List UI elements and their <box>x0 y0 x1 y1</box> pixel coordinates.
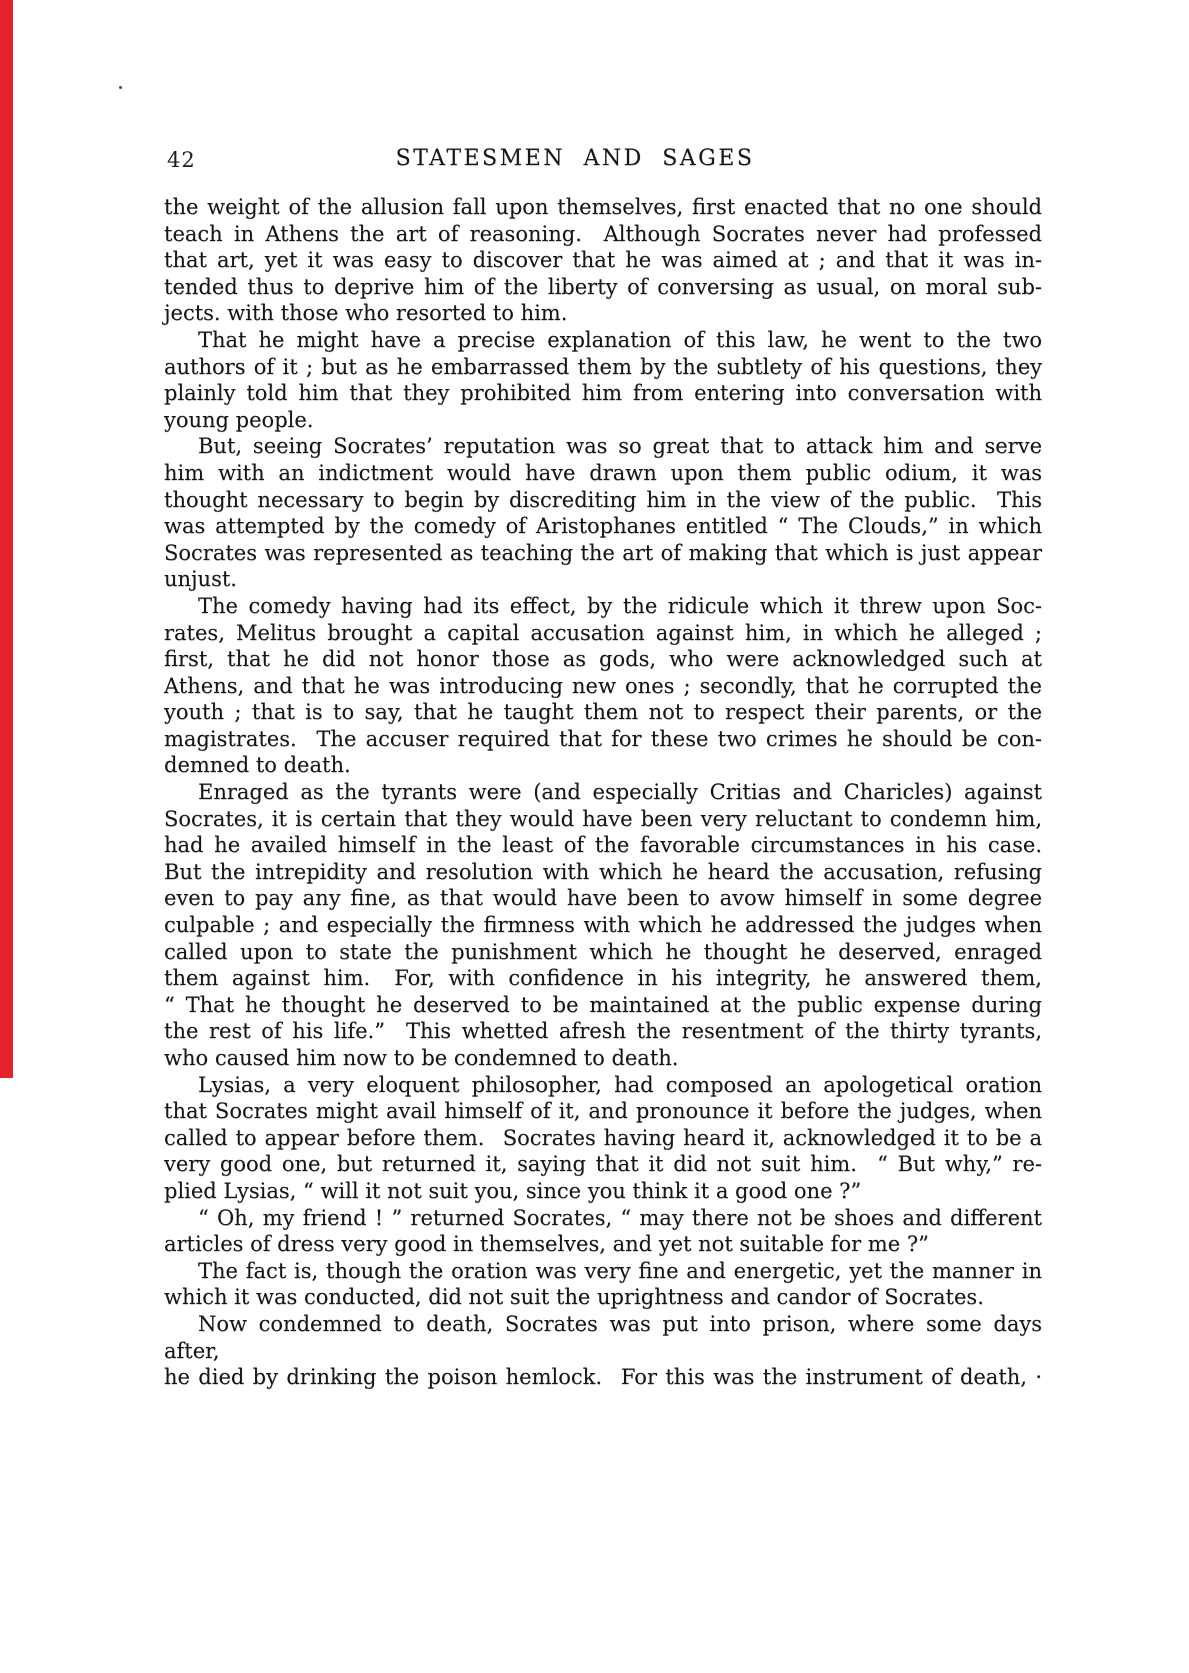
text-line: the rest of his life.” This whetted afresh the resentment of the thirty tyrants, <box>164 1019 1042 1044</box>
text-line: that Socrates might avail himself of it, and pronounce it before the judges, when <box>164 1099 1042 1124</box>
text-line: called to appear before them. Socrates having heard it, acknowledged it to be a <box>164 1125 1042 1150</box>
text-line: plainly told him that they prohibited him from entering into conversation with <box>164 381 1042 406</box>
text-line: The comedy having had its effect, by the ridicule which it threw upon Soc- <box>198 593 1042 618</box>
scan-speck <box>119 86 122 89</box>
text-line: rates, Melitus brought a capital accusation against him, in which he alleged ; <box>164 620 1042 645</box>
text-line: Lysias, a very eloquent philosopher, had composed an apologetical oration <box>198 1072 1042 1097</box>
scan-edge-red-stripe <box>0 0 13 1078</box>
text-line: jects. with those who resorted to him. <box>164 301 568 326</box>
text-line: unjust. <box>164 567 237 592</box>
text-line: even to pay any fine, as that would have been to avow himself in some degree <box>164 886 1042 911</box>
text-line: magistrates. The accuser required that for these two crimes he should be con- <box>164 726 1042 751</box>
text-line: Now condemned to death, Socrates was put into prison, where some days after, <box>164 1311 1042 1363</box>
text-line: articles of dress very good in themselves, and yet not suitable for me ?” <box>164 1232 929 1257</box>
text-line: was attempted by the comedy of Aristophanes entitled “ The Clouds,” in which <box>164 514 1042 539</box>
text-line: had he availed himself in the least of the favorable circumstances in his case. <box>164 833 1042 858</box>
text-line: first, that he did not honor those as gods, who were acknowledged such at <box>164 647 1042 672</box>
text-line: thought necessary to begin by discrediting him in the view of the public. This <box>164 487 1042 512</box>
body-text-block <box>164 194 1042 1391</box>
text-line: plied Lysias, “ will it not suit you, since you think it a good one ?” <box>164 1178 862 1203</box>
text-line: Socrates, it is certain that they would have been very reluctant to condemn him, <box>164 806 1042 831</box>
text-line: teach in Athens the art of reasoning. Although Socrates never had professed <box>164 221 1042 246</box>
text-line: young people. <box>164 407 314 432</box>
text-line: Socrates was represented as teaching the art of making that which is just appear <box>164 540 1042 565</box>
text-line: Athens, and that he was introducing new ones ; secondly, that he corrupted the <box>164 673 1042 698</box>
text-line: that art, yet it was easy to discover that he was aimed at ; and that it was in- <box>164 248 1042 273</box>
text-line: him with an indictment would have drawn upon them public odium, it was <box>164 460 1042 485</box>
text-line: authors of it ; but as he embarrassed them by the subtlety of his questions, they <box>164 354 1042 379</box>
text-line: culpable ; and especially the firmness with which he addressed the judges when <box>164 913 1042 938</box>
text-line: “ Oh, my friend ! ” returned Socrates, “ may there not be shoes and different <box>198 1205 1042 1230</box>
text-line: Enraged as the tyrants were (and especially Critias and Charicles) against <box>198 780 1042 805</box>
text-line: the weight of the allusion fall upon themselves, first enacted that no one should <box>164 195 1042 219</box>
text-line: demned to death. <box>164 753 351 778</box>
page-number: 42 <box>167 148 196 172</box>
text-line: That he might have a precise explanation of this law, he went to the two <box>198 327 1042 352</box>
page-header <box>165 146 1042 176</box>
text-line: them against him. For, with confidence in his integrity, he answered them, <box>164 966 1042 991</box>
text-line: But, seeing Socrates’ reputation was so great that to attack him and serve <box>198 434 1042 459</box>
text-line: The fact is, though the oration was very fine and energetic, yet the manner in <box>198 1258 1042 1283</box>
text-line: tended thus to deprive him of the liberty of conversing as usual, on moral sub- <box>164 274 1042 299</box>
text-line: very good one, but returned it, saying that it did not suit him. “ But why,” re- <box>164 1152 1042 1177</box>
text-line: youth ; that is to say, that he taught them not to respect their parents, or the <box>164 700 1042 725</box>
text-line: which it was conducted, did not suit the uprightness and candor of Socrates. <box>164 1285 984 1310</box>
text-line: called upon to state the punishment which he thought he deserved, enraged <box>164 939 1042 964</box>
text-line: But the intrepidity and resolution with which he heard the accusation, refusing <box>164 859 1042 884</box>
text-line: “ That he thought he deserved to be maintained at the public expense during <box>164 992 1042 1017</box>
running-head-title: STATESMEN AND SAGES <box>395 146 755 171</box>
text-line: who caused him now to be condemned to death. <box>164 1046 679 1070</box>
text-line: he died by drinking the poison hemlock. For this was the instrument of death, · <box>164 1365 1042 1390</box>
